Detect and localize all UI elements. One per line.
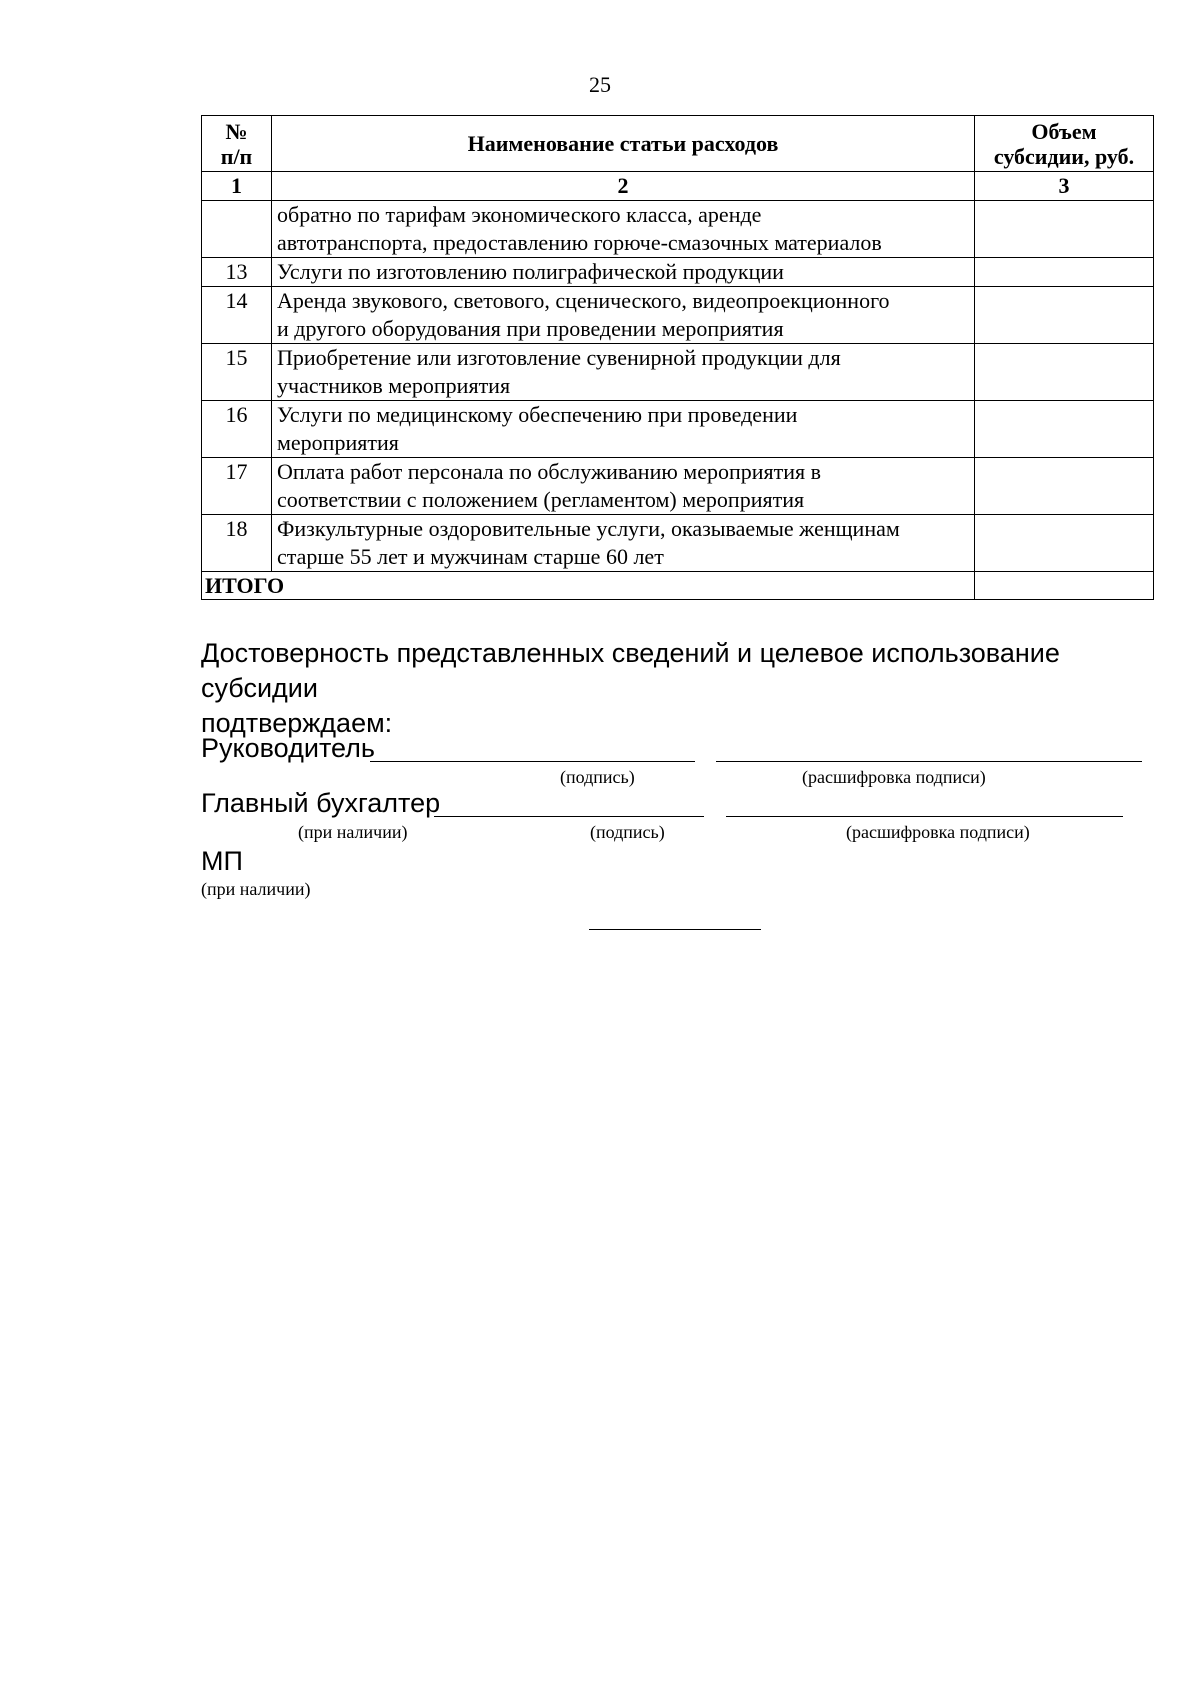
- head-label: Руководитель: [201, 733, 375, 763]
- row-name: Оплата работ персонала по обслуживанию мероприятия в соответствии с положением (регламентом) мероприятия: [272, 458, 975, 515]
- head-signature-hint: (подпись): [560, 767, 635, 787]
- table-row: [202, 401, 1154, 458]
- table-row: [202, 287, 1154, 344]
- table-row: [202, 201, 1154, 258]
- page-number: 25: [589, 72, 611, 97]
- accountant-signature-line: [434, 816, 704, 817]
- row-num: [202, 201, 272, 258]
- confirmation-statement: Достоверность представленных сведений и целевое использование субсидии подтверждаем:: [201, 638, 1060, 738]
- row-num: 17: [202, 458, 272, 515]
- expenses-table: [201, 115, 1154, 600]
- table-row: [202, 258, 1154, 287]
- accountant-label: Главный бухгалтер: [201, 788, 441, 818]
- index-cell-3: 3: [975, 172, 1154, 201]
- index-cell-2: 2: [272, 172, 975, 201]
- row-num: 14: [202, 287, 272, 344]
- header-name-text: Наименование статьи расходов: [467, 131, 779, 156]
- closing-separator-line: [589, 929, 761, 930]
- row-volume: [975, 287, 1154, 344]
- head-decode-line: [716, 761, 1142, 762]
- stamp-presence-hint: (при наличии): [201, 879, 311, 899]
- row-name: Физкультурные оздоровительные услуги, оказываемые женщинам старше 55 лет и мужчинам старше 60 лет: [272, 515, 975, 572]
- header-name: [272, 116, 975, 172]
- table-total-row: [202, 572, 1154, 600]
- table-header-row: [202, 116, 1154, 172]
- row-volume: [975, 201, 1154, 258]
- table-index-row: [202, 172, 1154, 201]
- table-row: [202, 458, 1154, 515]
- header-num-text: № п/п: [220, 118, 253, 169]
- row-num: 18: [202, 515, 272, 572]
- row-name: Аренда звукового, светового, сценического, видеопроекционного и другого оборудования при проведении мероприятия: [272, 287, 975, 344]
- head-decode-hint: (расшифровка подписи): [802, 767, 986, 787]
- accountant-decode-line: [726, 816, 1123, 817]
- row-volume: [975, 401, 1154, 458]
- header-num: [202, 116, 272, 172]
- total-value: [975, 572, 1154, 600]
- row-num: 13: [202, 258, 272, 287]
- row-name: Услуги по изготовлению полиграфической продукции: [272, 258, 975, 287]
- row-volume: [975, 458, 1154, 515]
- head-signature-line: [370, 761, 695, 762]
- row-volume: [975, 258, 1154, 287]
- row-num: 15: [202, 344, 272, 401]
- row-name: Услуги по медицинскому обеспечению при проведении мероприятия: [272, 401, 975, 458]
- row-volume: [975, 515, 1154, 572]
- table-row: [202, 344, 1154, 401]
- accountant-decode-hint: (расшифровка подписи): [846, 822, 1030, 842]
- index-cell-1: 1: [202, 172, 272, 201]
- total-label-text: ИТОГО: [205, 573, 285, 598]
- accountant-presence-hint: (при наличии): [298, 822, 408, 842]
- table-row: [202, 515, 1154, 572]
- accountant-signature-hint: (подпись): [590, 822, 665, 842]
- stamp-label: МП: [201, 846, 243, 876]
- header-volume-text: Объем субсидии, руб.: [993, 118, 1135, 169]
- header-volume: [975, 116, 1154, 172]
- row-name: обратно по тарифам экономического класса, аренде автотранспорта, предоставлению горюче-смазочных материалов: [272, 201, 975, 258]
- row-num: 16: [202, 401, 272, 458]
- total-label: [202, 572, 975, 600]
- row-volume: [975, 344, 1154, 401]
- row-name: Приобретение или изготовление сувенирной продукции для участников мероприятия: [272, 344, 975, 401]
